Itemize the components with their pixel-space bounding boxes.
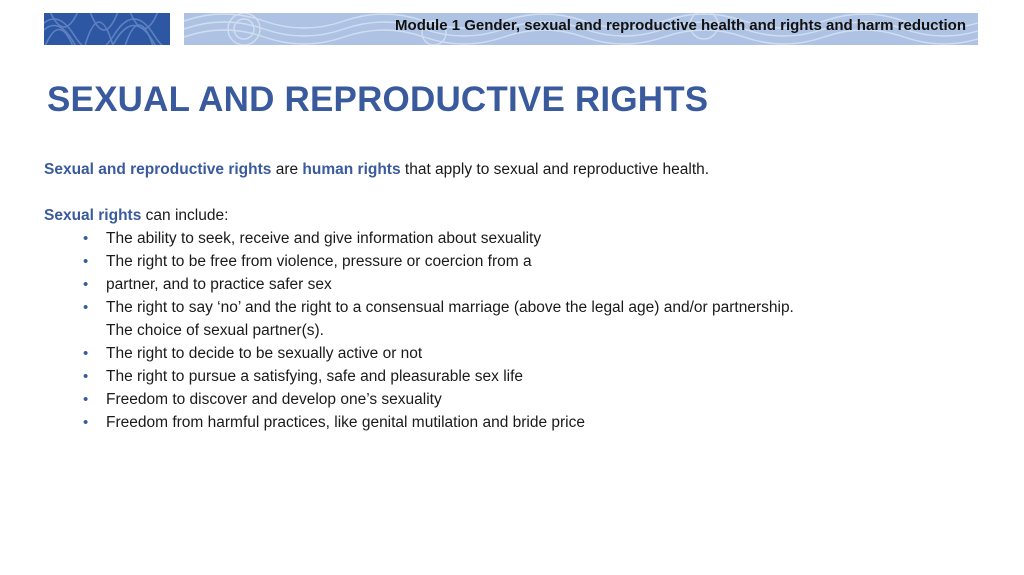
list-item — [106, 365, 984, 388]
term-sexual-reproductive-rights: Sexual and reproductive rights — [44, 161, 272, 178]
fingerprint-pattern-icon — [44, 13, 170, 45]
list-item-text: The ability to seek, receive and give information about sexuality — [106, 230, 542, 247]
list-item-text: Freedom to discover and develop one’s sexuality — [106, 391, 442, 408]
list-item-continuation: The choice of sexual partner(s). — [106, 322, 324, 339]
spacer — [44, 181, 984, 204]
header-banner-left — [44, 13, 170, 45]
slide-title: SEXUAL AND REPRODUCTIVE RIGHTS — [47, 80, 709, 119]
list-item — [106, 342, 984, 365]
list-item — [106, 388, 984, 411]
list-item — [106, 250, 984, 273]
list-item-text: The right to decide to be sexually active or not — [106, 345, 423, 362]
term-sexual-rights: Sexual rights — [44, 207, 142, 224]
module-title: Module 1 Gender, sexual and reproductive health and rights and harm reduction — [395, 17, 966, 34]
intro-text-2: that apply to sexual and reproductive health. — [400, 161, 710, 178]
rights-list — [44, 227, 984, 434]
slide-content — [44, 158, 984, 434]
list-item-text: partner, and to practice safer sex — [106, 276, 332, 293]
list-item — [106, 296, 984, 342]
heading-text: can include: — [141, 207, 229, 224]
list-item-text: Freedom from harmful practices, like genital mutilation and bride price — [106, 414, 585, 431]
list-item — [106, 273, 984, 296]
term-human-rights: human rights — [302, 161, 401, 178]
list-item-text: The right to pursue a satisfying, safe and pleasurable sex life — [106, 368, 524, 385]
sexual-rights-heading — [44, 204, 984, 227]
list-item-text: The right to say ‘no’ and the right to a consensual marriage (above the legal age) and/or partnership. — [106, 299, 794, 316]
intro-text-1: are — [271, 161, 303, 178]
list-item — [106, 411, 984, 434]
list-item — [106, 227, 984, 250]
list-item-text: The right to be free from violence, pressure or coercion from a — [106, 253, 532, 270]
intro-paragraph — [44, 158, 984, 181]
